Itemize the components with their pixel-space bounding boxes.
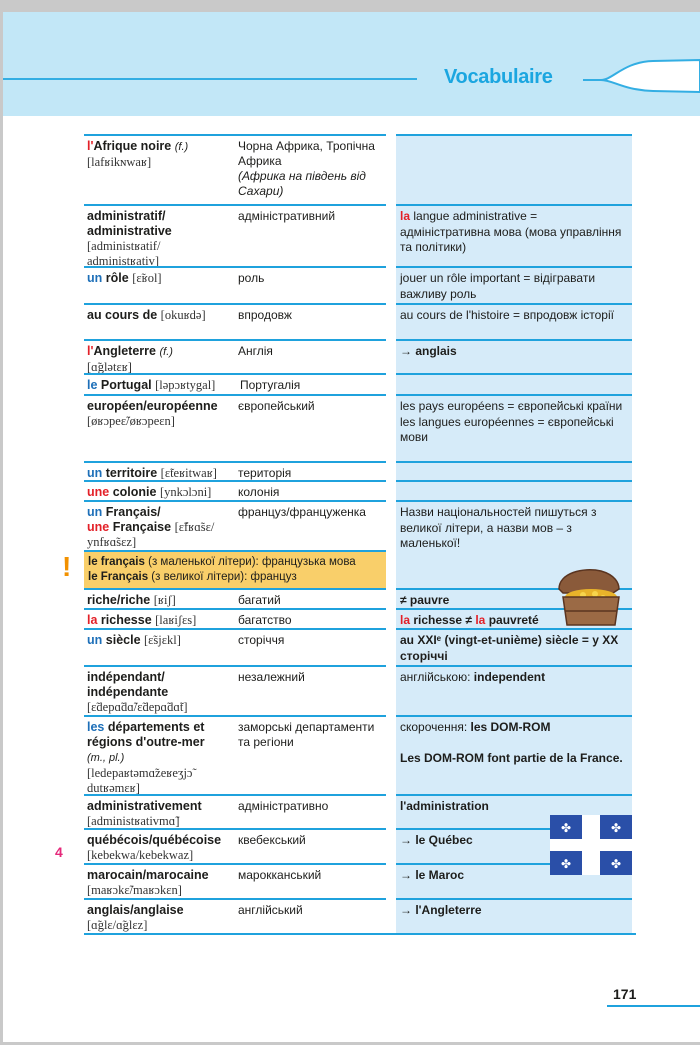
transcription: [laʁiʃɛs] bbox=[155, 613, 197, 627]
table-row bbox=[84, 500, 636, 550]
word: administrativement bbox=[87, 799, 202, 813]
translation: Португалія bbox=[240, 378, 301, 392]
note-text-2: les langues européennes = європейські мови bbox=[400, 414, 614, 444]
word-cell bbox=[84, 339, 234, 373]
quebec-flag-icon bbox=[550, 815, 632, 875]
translation-cell bbox=[234, 794, 386, 828]
note-text: jouer un rôle important = відігравати важливу роль bbox=[400, 271, 596, 301]
note-prefix: скорочення: bbox=[400, 720, 468, 734]
note-cell bbox=[396, 715, 632, 794]
note-cell bbox=[396, 665, 632, 715]
svg-text:✤: ✤ bbox=[560, 857, 572, 871]
table-row bbox=[84, 480, 636, 500]
article: un bbox=[87, 466, 103, 480]
note-text: richesse ≠ bbox=[413, 613, 472, 627]
translation-cell bbox=[236, 373, 386, 394]
transcription: [administʁativmɑ̃] bbox=[87, 814, 180, 828]
word-cell bbox=[84, 828, 234, 863]
word: indépendant/ indépendante bbox=[87, 670, 169, 699]
translation-cell bbox=[234, 588, 386, 608]
translation-cell bbox=[234, 500, 386, 550]
translation: марокканський bbox=[238, 868, 322, 882]
translation-cell bbox=[234, 628, 386, 665]
word-cell bbox=[84, 665, 234, 715]
exclamation-icon: ! bbox=[62, 551, 72, 582]
note-text: Назви національностей пишуться з великої літери, а назви мов – з маленької! bbox=[400, 505, 597, 550]
translation: багатство bbox=[238, 613, 292, 627]
translation-note: (Африка на південь від Сахари) bbox=[238, 169, 366, 198]
svg-text:✤: ✤ bbox=[610, 821, 622, 835]
grammar-tag: (m., pl.) bbox=[87, 752, 125, 764]
translation-cell bbox=[234, 266, 386, 303]
note-prefix: англійською: bbox=[400, 670, 471, 684]
translation-cell bbox=[234, 715, 386, 794]
translation-cell bbox=[234, 134, 386, 204]
word-cell bbox=[84, 373, 236, 394]
translation-cell bbox=[234, 608, 386, 628]
translation: незалежний bbox=[238, 670, 305, 684]
word-cell bbox=[84, 715, 234, 794]
word-cell bbox=[84, 204, 234, 266]
word: marocain/marocaine bbox=[87, 868, 209, 882]
note-text: ≠ pauvre bbox=[400, 593, 450, 607]
word: territoire bbox=[105, 466, 158, 480]
translation-cell bbox=[234, 461, 386, 480]
article: un bbox=[87, 505, 103, 519]
note-text: independent bbox=[473, 670, 546, 684]
word: riche/riche bbox=[87, 593, 151, 607]
table-row bbox=[84, 665, 636, 715]
table-row bbox=[84, 461, 636, 480]
margin-marker: 4 bbox=[55, 844, 63, 860]
transcription: [ɛ̃fʁɑ̃sɛ/ ynfʁɑ̃sɛz] bbox=[87, 520, 215, 549]
translation: француз/француженка bbox=[238, 505, 366, 519]
word-cell bbox=[84, 480, 234, 500]
translation: квебекський bbox=[238, 833, 306, 847]
translation: адміністративний bbox=[238, 209, 336, 223]
note-text: → le Maroc bbox=[400, 868, 465, 882]
table-row bbox=[84, 373, 636, 394]
note-text: langue administrative = адміністративна мова (мова управління та політики) bbox=[400, 209, 622, 254]
svg-text:✤: ✤ bbox=[610, 857, 622, 871]
word: Afrique noire bbox=[93, 139, 172, 153]
warning-text-2: (з великої літери): француз bbox=[151, 571, 297, 583]
note-text: les pays européens = європейські країни bbox=[400, 399, 623, 413]
word: colonie bbox=[112, 485, 157, 499]
note-cell bbox=[396, 394, 632, 461]
translation-cell bbox=[234, 480, 386, 500]
note-text: → anglais bbox=[400, 344, 457, 358]
transcription: [kebekwa/kebekwaz] bbox=[87, 848, 194, 862]
note-cell bbox=[396, 480, 632, 500]
note-cell bbox=[396, 303, 632, 339]
translation-cell bbox=[234, 303, 386, 339]
note-text: l'administration bbox=[400, 799, 489, 813]
translation: заморські департаменти та регіони bbox=[238, 720, 375, 749]
translation: територія bbox=[238, 466, 292, 480]
word-cell bbox=[84, 588, 234, 608]
section-title: Vocabulaire bbox=[444, 66, 553, 88]
textbook-page bbox=[3, 12, 700, 1042]
table-row bbox=[84, 628, 636, 665]
header-swoosh-icon bbox=[583, 54, 700, 104]
note-article: la bbox=[400, 613, 411, 627]
translation: Англія bbox=[238, 344, 273, 358]
translation: адміністративно bbox=[238, 799, 329, 813]
article: un bbox=[87, 271, 103, 285]
warning-word-2: le Français bbox=[88, 571, 149, 583]
transcription: [maʁɔkɛ̃/maʁɔkɛn] bbox=[87, 883, 182, 897]
translation-cell bbox=[234, 898, 386, 933]
translation-cell bbox=[234, 828, 386, 863]
translation: колонія bbox=[238, 485, 280, 499]
table-row bbox=[84, 303, 636, 339]
word: rôle bbox=[105, 271, 129, 285]
article: un bbox=[87, 633, 103, 647]
page-number: 171 bbox=[613, 986, 637, 1002]
article: la bbox=[87, 613, 98, 627]
table-row bbox=[84, 898, 636, 935]
word: Portugal bbox=[100, 378, 152, 392]
transcription: [lafʁikɴwaʁ] bbox=[87, 155, 152, 169]
note-text: au cours de l'histoire = впродовж історії bbox=[400, 308, 614, 322]
article-2: une bbox=[87, 520, 110, 534]
transcription: [ɛ̃teʁitwaʁ] bbox=[160, 466, 217, 480]
warning-word-1: le français bbox=[88, 556, 145, 568]
note-text: au XXIᵉ (vingt-et-unième) siècle = у XX сторіччі bbox=[400, 633, 619, 663]
transcription: [øʁɔpeɛ̃/øʁɔpeɛn] bbox=[87, 414, 175, 428]
transcription: [ɛ̃depɑ̃dɑ̃/ɛ̃depɑ̃dɑ̃t] bbox=[87, 700, 188, 714]
word-cell bbox=[84, 794, 234, 828]
table-row bbox=[84, 715, 636, 794]
word-cell bbox=[84, 461, 234, 480]
word: européen/européenne bbox=[87, 399, 218, 413]
note-cell bbox=[396, 373, 632, 394]
warning-note bbox=[84, 550, 386, 588]
translation: європейський bbox=[238, 399, 315, 413]
transcription: [ynkɔlɔni] bbox=[159, 485, 212, 499]
note-article: la bbox=[400, 209, 411, 223]
word-cell bbox=[84, 394, 234, 461]
translation: впродовж bbox=[238, 308, 292, 322]
transcription: [ɛ̃ʁol] bbox=[132, 271, 162, 285]
note-cell bbox=[396, 339, 632, 373]
translation-cell bbox=[234, 863, 386, 898]
word-cell bbox=[84, 134, 234, 204]
word-cell bbox=[84, 303, 234, 339]
svg-text:✤: ✤ bbox=[560, 821, 572, 835]
translation: багатий bbox=[238, 593, 281, 607]
translation: сторіччя bbox=[238, 633, 285, 647]
transcription: [ɑ̃glətɛʁ] bbox=[87, 360, 132, 374]
table-row bbox=[84, 394, 636, 461]
page-number-rule bbox=[607, 1005, 700, 1007]
note-text: → le Québec bbox=[400, 833, 473, 847]
note-cell bbox=[396, 204, 632, 266]
word: anglais/anglaise bbox=[87, 903, 184, 917]
word-cell bbox=[84, 608, 234, 628]
article: l' bbox=[87, 344, 94, 358]
word: administratif/ administrative bbox=[87, 209, 172, 238]
word-cell bbox=[84, 628, 234, 665]
warning-text-1: (з маленької літери): французька мова bbox=[148, 556, 356, 568]
word: au cours de bbox=[87, 308, 158, 322]
grammar-tag: (f.) bbox=[174, 141, 189, 153]
note-tail: pauvreté bbox=[488, 613, 539, 627]
note-article-2: la bbox=[475, 613, 486, 627]
word-cell bbox=[84, 863, 234, 898]
transcription: [administʁatif/ administʁativ] bbox=[87, 239, 161, 268]
translation-cell bbox=[234, 394, 386, 461]
word: départements et régions d'outre-mer bbox=[87, 720, 205, 749]
note-cell bbox=[396, 461, 632, 480]
article: les bbox=[87, 720, 105, 734]
table-row bbox=[84, 134, 636, 204]
translation-cell bbox=[234, 339, 386, 373]
note-text: les DOM-ROM bbox=[470, 720, 551, 734]
note-cell bbox=[396, 628, 632, 665]
word: richesse bbox=[100, 613, 152, 627]
note-cell bbox=[396, 898, 632, 933]
note-text: → l'Angleterre bbox=[400, 903, 482, 917]
note-text-2: Les DOM-ROM font partie de la France. bbox=[400, 751, 623, 765]
word-cell bbox=[84, 898, 234, 933]
translation: Чорна Африка, Тропічна Африка bbox=[238, 139, 375, 168]
article: l' bbox=[87, 139, 94, 153]
header-band bbox=[3, 12, 700, 116]
transcription: [ʁiʃ] bbox=[153, 593, 176, 607]
transcription: [ledepaʁtəmɑ̃zeʁeʒjɔ̃ dutʁəmɛʁ] bbox=[87, 766, 193, 795]
table-row bbox=[84, 204, 636, 266]
article: une bbox=[87, 485, 110, 499]
note-cell bbox=[396, 134, 632, 204]
word: Français/ bbox=[105, 505, 161, 519]
translation-cell bbox=[234, 665, 386, 715]
note-cell bbox=[396, 266, 632, 303]
word: Angleterre bbox=[93, 344, 156, 358]
header-rule bbox=[3, 78, 417, 80]
transcription: [ɑ̃glɛ/ɑ̃glɛz] bbox=[87, 918, 148, 932]
word-cell bbox=[84, 500, 234, 550]
word: québécois/québécoise bbox=[87, 833, 222, 847]
table-row bbox=[84, 266, 636, 303]
translation: англійський bbox=[238, 903, 303, 917]
word-cell bbox=[84, 266, 234, 303]
treasure-chest-icon bbox=[553, 567, 625, 629]
translation: роль bbox=[238, 271, 265, 285]
article: le bbox=[87, 378, 98, 392]
translation-cell bbox=[234, 204, 386, 266]
transcription: [ɛ̃sjɛkl] bbox=[144, 633, 181, 647]
transcription: [okuʁdə] bbox=[160, 308, 206, 322]
word: siècle bbox=[105, 633, 141, 647]
transcription: [ləpɔʁtygal] bbox=[155, 378, 216, 392]
word-2: Française bbox=[112, 520, 172, 534]
grammar-tag: (f.) bbox=[159, 346, 173, 358]
table-row bbox=[84, 339, 636, 373]
